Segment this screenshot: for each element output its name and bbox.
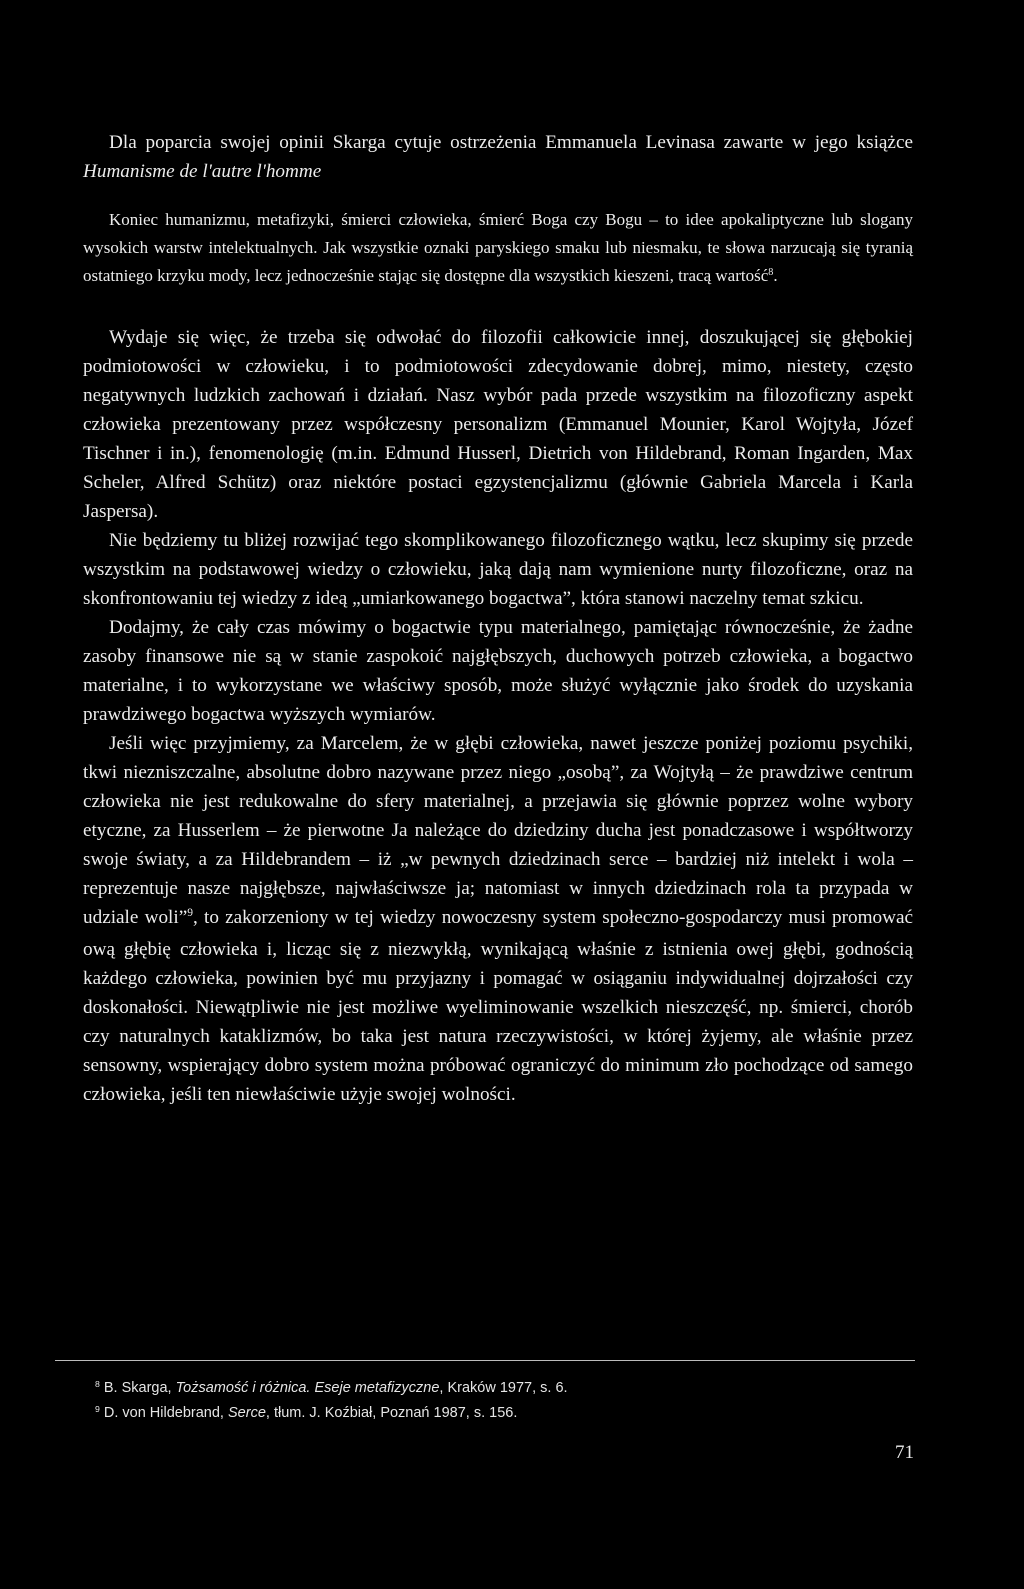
paragraph-1: Wydaje się więc, że trzeba się odwołać do filozofii całkowicie innej, doszukującej się głębokiej podmiotowości w człowieku, i to podmiotowości zdecydowanie dobrej, mimo, niestety, często negatywnych ludzkich zachowań i działań. Nasz wybór pada przede wszystkim na filozoficzny aspekt człowieka prezentowany przez współczesny personalizm (Emmanuel Mounier, Karol Wojtyła, Józef Tischner i in.), fenomenologię (m.in. Edmund Husserl, Dietrich von Hildebrand, Roman Ingarden, Max Scheler, Alfred Schütz) oraz niektóre postaci egzystencjalizmu (głównie Gabriela Marcela i Karla Jaspersa). — [83, 327, 913, 522]
paragraph-4-text-a: Jeśli więc przyjmiemy, za Marcelem, że w głębi człowieka, nawet jeszcze poniżej poziomu psychiki, tkwi niezniszczalne, absolutne dobro nazywane przez niego „osobą”, za Wojtyłą – że prawdziwe centrum człowieka nie jest redukowalne do sfery materialnej, a przejawia się głównie poprzez wolne wybory etyczne, za Husserlem – że pierwotne Ja należące do dziedziny ducha jest ponadczasowe i współtworzy swoje światy, a za Hildebrandem – iż „w pewnych dziedzinach serce – bardziej niż intelekt i wola – reprezentuje nasze najgłębsze, najwłaściwsze ja; natomiast w innych dziedzinach rola ta przypada w udziale woli” — [83, 733, 913, 928]
footnote-divider — [55, 1360, 915, 1361]
footnote-8-author: B. Skarga, — [99, 1380, 176, 1396]
footnote-mark-8: 8 — [95, 1378, 100, 1389]
footnote-8-title: Tożsamość i różnica. Eseje metafizyczne — [175, 1380, 440, 1396]
footnote-9 — [95, 1401, 915, 1426]
footnote-9-title: Serce — [228, 1405, 266, 1421]
footnote-8 — [95, 1376, 915, 1401]
paragraph-3: Dodajmy, że cały czas mówimy o bogactwie typu materialnego, pamiętając równocześnie, że żadne zasoby finansowe nie są w stanie zaspokoić najgłębszych, duchowych potrzeb człowieka, a bogactwo materialne, i to wykorzystane we właściwy sposób, może służyć wyłącznie jako środek do uzyskania prawdziwego bogactwa wyższych wymiarów. — [83, 617, 913, 725]
block-quote — [83, 206, 913, 293]
footnote-9-author: D. von Hildebrand, — [99, 1405, 228, 1421]
book-title: Humanisme de l'autre l'homme — [83, 161, 322, 182]
intro-paragraph — [83, 128, 913, 186]
footnote-ref-9: 9 — [187, 907, 193, 920]
page-body — [83, 128, 913, 1109]
paragraph-4 — [83, 729, 913, 1109]
footnote-8-details: , Kraków 1977, s. 6. — [439, 1380, 568, 1396]
paragraph-4-text-b: , to zakorzeniony w tej wiedzy nowoczesny system społeczno-gospodarczy musi promować ową głębię człowieka i, licząc się z niezwykłą, wynikającą właśnie z istnienia owej głębi, godnością każdego człowieka, powinien być mu przyjazny i pomagać w osiąganiu indywidualnej dojrzałości czy doskonałości. Niewątpliwie nie jest możliwe wyeliminowanie wszelkich nieszczęść, np. śmierci, chorób czy naturalnych kataklizmów, bo taka jest natura rzeczywistości, w której żyjemy, ale właśnie przez sensowny, wspierający dobro system można próbować ograniczyć do minimum zło pochodzące od samego człowieka, jeśli ten niewłaściwie użyje swojej wolności. — [83, 907, 913, 1105]
quote-text: Koniec humanizmu, metafizyki, śmierci człowieka, śmierć Boga czy Bogu – to idee apokaliptyczne lub slogany wysokich warstw intelektualnych. Jak wszystkie oznaki paryskiego smaku lub niesmaku, te słowa narzucają się tyranią ostatniego krzyku mody, lecz jednocześnie stając się dostępne dla wszystkich kieszeni, tracą wartość — [83, 210, 913, 285]
quote-end: . — [773, 266, 778, 285]
footnotes — [95, 1376, 915, 1426]
footnote-mark-9: 9 — [95, 1403, 100, 1414]
footnote-9-details: , tłum. J. Koźbiał, Poznań 1987, s. 156. — [265, 1405, 518, 1421]
paragraph-2: Nie będziemy tu bliżej rozwijać tego skomplikowanego filozoficznego wątku, lecz skupimy się przede wszystkim na podstawowej wiedzy o człowieku, jaką dają nam wymienione nurty filozoficzne, oraz na skonfrontowaniu tej wiedzy z ideą „umiarkowanego bogactwa”, która stanowi naczelny temat szkicu. — [83, 530, 913, 609]
footnote-ref-8: 8 — [768, 266, 774, 278]
page-number: 71 — [895, 1442, 914, 1463]
intro-text: Dla poparcia swojej opinii Skarga cytuje ostrzeżenia Emmanuela Levinasa zawarte w jego książce — [109, 132, 913, 153]
